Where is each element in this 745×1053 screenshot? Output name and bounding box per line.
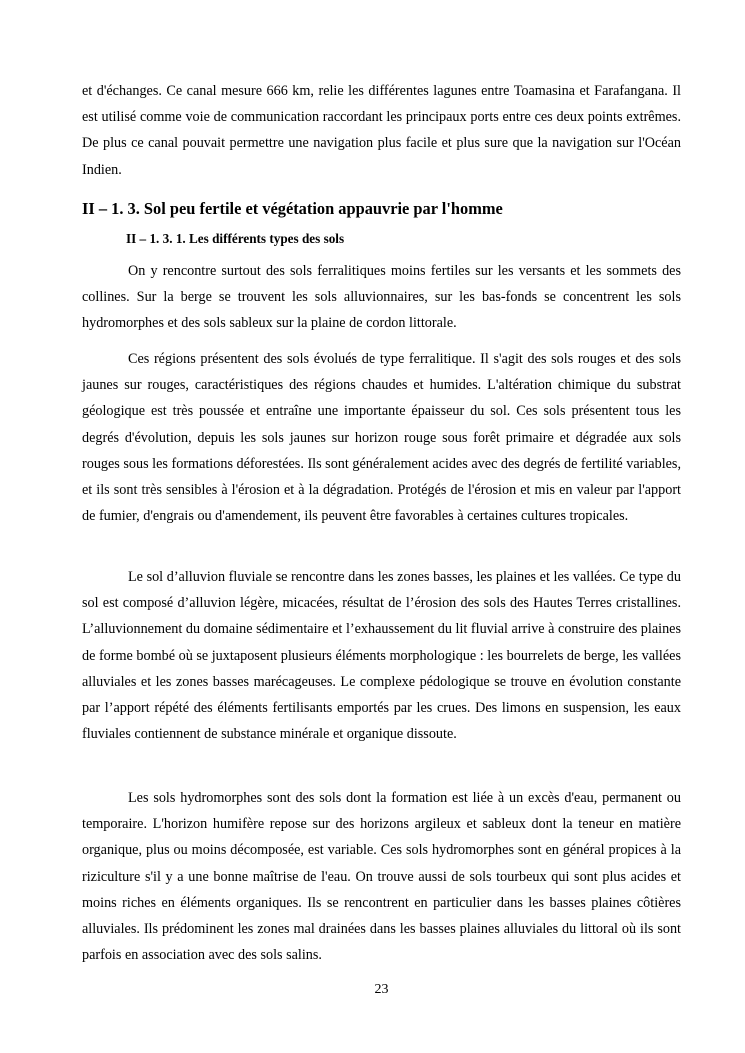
paragraph-ferralitic-soils: Ces régions présentent des sols évolués de type ferralitique. Il s'agit des sols rouges et des sols jaunes sur rouges, caractéristiques des régions chaudes et humides. L'altération chimique du substrat géologique est très poussée et entraîne une importante épaisseur du sol. Ces sols présentent tous les degrés d'évolution, depuis les sols jaunes sur horizon rouge sous forêt primaire et dégradée aux sols rouges sous les formations déforestées. Ils sont généralement acides avec des degrés de fertilité variables, et ils sont très sensibles à l'érosion et à la dégradation. Protégés de l'érosion et mis en valeur par l'apport de fumier, d'engrais ou d'amendement, ils peuvent être favorables à certaines cultures tropicales. <box>82 351 681 525</box>
paragraph-hydromorphic-soils: Les sols hydromorphes sont des sols dont la formation est liée à un excès d'eau, permanent ou temporaire. L'horizon humifère repose sur des horizons argileux et sableux dont la teneur en matière organique, plus ou moins décomposée, est variable. Ces sols hydromorphes sont en général propices à la riziculture s'il y a une bonne maîtrise de l'eau. On trouve aussi de sols tourbeux qui sont plus acides et moins riches en éléments organiques. Ils se rencontrent en particulier dans les basses plaines côtières alluviales. Ils prédominent les zones mal drainées dans les basses plaines alluviales du littoral où ils sont parfois en association avec des sols salins. <box>82 790 681 964</box>
paragraph-alluvial-soils: Le sol d’alluvion fluviale se rencontre dans les zones basses, les plaines et les vallées. Ce type du sol est composé d’alluvion légère, micacées, résultat de l’érosion des sols des Hautes Terres cristallines. L’alluvionnement du domaine sédimentaire et l’exhaussement du lit fluvial arrive à construire des plaines de forme bombé où se juxtaposent plusieurs éléments morphologique : les bourrelets de berge, les vallées alluviales et les zones basses marécageuses. Le complexe pédologique se trouve en évolution constante par l’apport répété des éléments fertilisants emportés par les crues. Des limons en suspension, les eaux fluviales contiennent de substance minérale et organique dissoute. <box>82 569 681 743</box>
page-number: 23 <box>374 982 389 997</box>
subsection-heading: II – 1. 3. 1. Les différents types des sols <box>126 231 345 246</box>
paragraph-soil-types: On y rencontre surtout des sols ferralitiques moins fertiles sur les versants et les sommets des collines. Sur la berge se trouvent les sols alluvionnaires, sur les bas-fonds se concentrent les sols hydromorphes et des sols sableux sur la plaine de cordon littorale. <box>82 263 681 332</box>
section-heading: II – 1. 3. Sol peu fertile et végétation appauvrie par l'homme <box>82 199 503 218</box>
paragraph-intro: et d'échanges. Ce canal mesure 666 km, relie les différentes lagunes entre Toamasina et Farafangana. Il est utilisé comme voie de communication raccordant les principaux ports entre ces deux points extrêmes. De plus ce canal pouvait permettre une navigation plus facile et plus sure que la navigation sur l'Océan Indien. <box>82 83 681 178</box>
